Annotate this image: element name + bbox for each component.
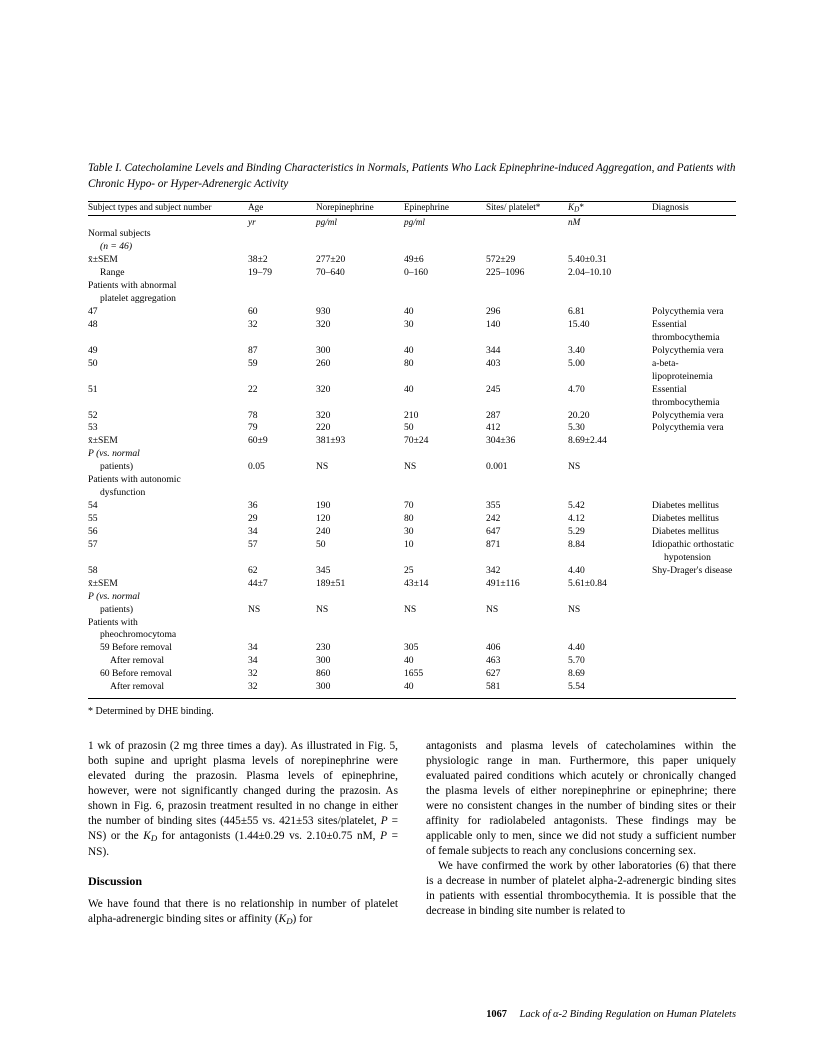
row-age: 60 — [248, 306, 258, 318]
row-ne: 189±51 — [316, 577, 346, 589]
row-age: 79 — [248, 422, 258, 434]
row-kd: 15.40 — [568, 318, 590, 330]
row-subject: platelet aggregation — [100, 293, 176, 305]
row-subject: patients) — [100, 461, 134, 473]
row-age — [248, 629, 316, 642]
row-subject: Patients with abnormal — [88, 280, 177, 292]
row-diagnosis: Shy-Drager's disease — [652, 564, 733, 576]
row-subject: After removal — [110, 655, 165, 667]
row-age: 60±9 — [248, 435, 268, 447]
row-age: 34 — [248, 642, 258, 654]
row-diagnosis: Polycythemia vera — [652, 306, 724, 318]
row-diagnosis — [652, 617, 736, 630]
row-diagnosis — [652, 435, 736, 448]
row-subject: Patients with — [88, 616, 138, 628]
table-row — [88, 629, 736, 642]
row-subject: 59 Before removal — [100, 642, 172, 654]
table-row — [88, 500, 736, 513]
row-ne: 240 — [316, 525, 331, 537]
header-sites: Sites/ platelet* — [486, 202, 541, 213]
row-subject: x̄±SEM — [88, 577, 118, 589]
row-kd — [568, 629, 652, 642]
row-ne: 320 — [316, 383, 331, 395]
row-sites: 225–1096 — [486, 267, 525, 279]
row-kd: 5.00 — [568, 357, 585, 369]
row-diagnosis: Essential thrombocythemia — [652, 318, 720, 343]
row-epi — [404, 241, 486, 254]
table-row — [88, 539, 736, 552]
units-age: yr — [248, 217, 256, 227]
row-age: 32 — [248, 318, 258, 330]
row-subject: 53 — [88, 422, 98, 434]
row-sites — [486, 293, 568, 306]
row-kd: 8.69 — [568, 668, 585, 680]
row-epi: 40 — [404, 383, 414, 395]
section-heading-discussion: Discussion — [88, 873, 143, 888]
row-kd: 8.84 — [568, 538, 585, 550]
row-sites: 304±36 — [486, 435, 516, 447]
row-kd: 4.40 — [568, 642, 585, 654]
table-row — [88, 513, 736, 526]
row-diagnosis: a-beta-lipoproteinemia — [652, 357, 713, 382]
row-sites — [486, 591, 568, 604]
header-subject: Subject types and subject number — [88, 202, 212, 213]
units-diagnosis — [652, 216, 736, 229]
table-row — [88, 552, 736, 565]
row-age: 36 — [248, 500, 258, 512]
row-diagnosis: Polycythemia vera — [652, 344, 724, 356]
units-sites — [486, 216, 568, 229]
row-ne — [316, 617, 404, 630]
row-epi — [404, 293, 486, 306]
row-sites: 140 — [486, 318, 501, 330]
header-diagnosis: Diagnosis — [652, 202, 689, 213]
left-paragraph-1: 1 wk of prazosin (2 mg three times a day). As illustrated in Fig. 5, both supine and upright plasma levels of norepinephrine were elevated during the prazosin. Plasma levels of epinephrine, however, were not significantly changed during the prazosin. As shown in Fig. 6, prazosin treatment resulted in no change in either the number of binding sites (445±55 vs. 421±53 sites/platelet, P = NS) or the $K_D$ for antagonists (1.44±0.29 vs. 2.10±0.75 nM, P = NS). — [88, 740, 399, 858]
row-ne: NS — [316, 461, 329, 473]
row-subject: 51 — [88, 383, 98, 395]
row-sites — [486, 448, 568, 461]
row-sites: 412 — [486, 422, 501, 434]
row-diagnosis — [652, 474, 736, 487]
row-sites: 871 — [486, 538, 501, 550]
row-sites: 0.001 — [486, 461, 508, 473]
row-diagnosis — [652, 241, 736, 254]
row-diagnosis — [652, 461, 736, 474]
table-row — [88, 668, 736, 681]
row-age — [248, 474, 316, 487]
row-diagnosis — [652, 681, 736, 694]
row-age — [248, 617, 316, 630]
row-subject: patients) — [100, 603, 134, 615]
catecholamine-table — [88, 201, 736, 699]
row-subject: (n = 46) — [100, 241, 133, 253]
row-diagnosis — [652, 655, 736, 668]
row-kd: NS — [568, 603, 581, 615]
table-row — [88, 578, 736, 591]
row-ne: 190 — [316, 500, 331, 512]
table-caption — [88, 160, 736, 192]
row-subject: 50 — [88, 357, 98, 369]
row-epi — [404, 552, 486, 565]
row-diagnosis — [652, 591, 736, 604]
row-sites: 344 — [486, 344, 501, 356]
row-ne — [316, 228, 404, 241]
row-subject: 58 — [88, 564, 98, 576]
row-subject: P (vs. normal — [88, 448, 140, 460]
row-epi — [404, 617, 486, 630]
row-diagnosis — [652, 578, 736, 591]
row-ne: 230 — [316, 642, 331, 654]
table-row — [88, 435, 736, 448]
row-kd — [568, 280, 652, 293]
row-diagnosis: Diabetes mellitus — [652, 513, 719, 525]
row-epi: 10 — [404, 538, 414, 550]
row-kd — [568, 474, 652, 487]
row-age — [248, 552, 316, 565]
row-sites — [486, 228, 568, 241]
row-diagnosis: hypotension — [664, 551, 711, 563]
row-subject: 55 — [88, 513, 98, 525]
row-ne: 930 — [316, 306, 331, 318]
table-row — [88, 267, 736, 280]
row-sites: 403 — [486, 357, 501, 369]
row-age: 87 — [248, 344, 258, 356]
column-left — [88, 739, 398, 927]
row-kd: NS — [568, 461, 581, 473]
row-kd — [568, 617, 652, 630]
table-footnote: * Determined by DHE binding. — [88, 706, 214, 718]
table-caption-text: Catecholamine Levels and Binding Characteristics in Normals, Patients Who Lack Epinephrine-induced Aggregation, and Patients with Chronic Hypo- or Hyper-Adrenergic Activity — [88, 162, 736, 191]
row-epi: 49±6 — [404, 254, 424, 266]
row-kd: 5.70 — [568, 655, 585, 667]
row-age: 22 — [248, 383, 258, 395]
table-row — [88, 241, 736, 254]
row-ne: 70–640 — [316, 267, 345, 279]
row-age: 34 — [248, 655, 258, 667]
row-kd: 5.29 — [568, 525, 585, 537]
row-ne: 300 — [316, 344, 331, 356]
row-age: 32 — [248, 668, 258, 680]
table-row — [88, 655, 736, 668]
page-number: 1067 — [486, 1009, 507, 1020]
row-age — [248, 280, 316, 293]
row-kd — [568, 487, 652, 500]
row-sites: NS — [486, 603, 499, 615]
row-kd — [568, 552, 652, 565]
row-ne: 320 — [316, 318, 331, 330]
row-ne: NS — [316, 603, 329, 615]
row-kd: 5.54 — [568, 681, 585, 693]
row-ne — [316, 474, 404, 487]
row-subject: Range — [100, 267, 125, 279]
row-diagnosis — [652, 629, 736, 642]
row-epi: NS — [404, 603, 417, 615]
row-subject: 56 — [88, 525, 98, 537]
table-caption-label: Table I. — [88, 162, 122, 174]
row-diagnosis — [652, 604, 736, 617]
row-age — [248, 228, 316, 241]
table-row — [88, 306, 736, 319]
row-epi: 305 — [404, 642, 419, 654]
units-subject — [88, 216, 248, 229]
row-ne: 120 — [316, 513, 331, 525]
table-row — [88, 228, 736, 241]
table-row — [88, 487, 736, 500]
row-subject: 60 Before removal — [100, 668, 172, 680]
row-ne: 300 — [316, 655, 331, 667]
row-diagnosis — [652, 448, 736, 461]
row-kd: 3.40 — [568, 344, 585, 356]
units-epinephrine: pg/ml — [404, 217, 425, 227]
row-epi: 40 — [404, 655, 414, 667]
row-sites: 463 — [486, 655, 501, 667]
table-row — [88, 384, 736, 410]
row-epi: 40 — [404, 681, 414, 693]
row-kd: 8.69±2.44 — [568, 435, 607, 447]
row-subject: 49 — [88, 344, 98, 356]
row-sites: 581 — [486, 681, 501, 693]
row-kd: 5.42 — [568, 500, 585, 512]
row-kd: 4.70 — [568, 383, 585, 395]
row-sites — [486, 617, 568, 630]
row-kd: 4.40 — [568, 564, 585, 576]
row-subject: dysfunction — [100, 487, 146, 499]
row-epi — [404, 487, 486, 500]
row-sites: 242 — [486, 513, 501, 525]
table-row — [88, 681, 736, 694]
row-kd — [568, 241, 652, 254]
row-sites: 287 — [486, 409, 501, 421]
row-subject: 48 — [88, 318, 98, 330]
row-ne — [316, 448, 404, 461]
row-age — [248, 448, 316, 461]
header-epinephrine: Epinephrine — [404, 202, 449, 213]
row-age: 62 — [248, 564, 258, 576]
row-ne — [316, 629, 404, 642]
row-sites: 355 — [486, 500, 501, 512]
header-norepinephrine: Norepinephrine — [316, 202, 374, 213]
table-row — [88, 410, 736, 423]
table-row — [88, 461, 736, 474]
row-kd: 4.12 — [568, 513, 585, 525]
row-epi — [404, 448, 486, 461]
row-age: 32 — [248, 681, 258, 693]
table-row — [88, 642, 736, 655]
row-epi: 30 — [404, 318, 414, 330]
row-diagnosis — [652, 487, 736, 500]
row-epi: 0–160 — [404, 267, 428, 279]
row-epi — [404, 280, 486, 293]
table-body — [88, 228, 736, 694]
row-ne: 260 — [316, 357, 331, 369]
row-age: 59 — [248, 357, 258, 369]
row-ne — [316, 241, 404, 254]
row-subject: 47 — [88, 306, 98, 318]
table-row — [88, 474, 736, 487]
row-subject: Patients with autonomic — [88, 474, 181, 486]
row-sites: 245 — [486, 383, 501, 395]
table-row — [88, 591, 736, 604]
right-paragraph-1: antagonists and plasma levels of catecholamines within the physiologic range in man. Furthermore, this paper uniquely evaluated paired conditions which acutely or chronically changed the plasma levels of either norepinephrine or epinephrine; there were no consistent changes in the number of binding sites or their affinity for radiolabeled antagonists. These findings may be applicable only to men, since we did not study a sufficient number of female subjects to reach any conclusions concerning sex. — [426, 740, 736, 858]
row-sites — [486, 552, 568, 565]
row-diagnosis: Diabetes mellitus — [652, 500, 719, 512]
row-sites: 491±116 — [486, 577, 520, 589]
row-subject: 54 — [88, 500, 98, 512]
row-subject: 57 — [88, 538, 98, 550]
table-row — [88, 617, 736, 630]
table-row — [88, 254, 736, 267]
row-epi: 40 — [404, 344, 414, 356]
row-ne: 300 — [316, 681, 331, 693]
row-epi: 25 — [404, 564, 414, 576]
table-row — [88, 448, 736, 461]
units-norepinephrine: pg/ml — [316, 217, 337, 227]
row-ne: 860 — [316, 668, 331, 680]
row-age: 38±2 — [248, 254, 268, 266]
row-ne: 381±93 — [316, 435, 346, 447]
row-diagnosis: Essential thrombocythemia — [652, 383, 720, 408]
row-diagnosis — [652, 254, 736, 267]
row-diagnosis — [652, 668, 736, 681]
row-ne — [316, 552, 404, 565]
row-age: 57 — [248, 538, 258, 550]
row-kd: 5.40±0.31 — [568, 254, 607, 266]
row-age: 19–79 — [248, 267, 272, 279]
row-diagnosis — [652, 228, 736, 241]
row-epi: 1655 — [404, 668, 424, 680]
table-row — [88, 280, 736, 293]
table-row — [88, 345, 736, 358]
header-kd: $K_D*$ — [568, 202, 584, 215]
left-paragraph-2: We have found that there is no relationship in number of platelet alpha-adrenergic binding sites or affinity $(K_D)$ for — [88, 897, 398, 926]
row-sites — [486, 280, 568, 293]
row-kd — [568, 591, 652, 604]
column-right — [426, 739, 736, 927]
header-age: Age — [248, 202, 264, 213]
row-diagnosis — [652, 293, 736, 306]
table-row — [88, 358, 736, 384]
row-diagnosis — [652, 267, 736, 280]
row-subject: x̄±SEM — [88, 435, 118, 447]
right-paragraph-2: We have confirmed the work by other laboratories (6) that there is a decrease in number of platelet alpha-2-adrenergic binding sites in patients with essential thrombocythemia. It is possible that the decrease in binding site number is related to — [426, 860, 736, 918]
row-ne: 345 — [316, 564, 331, 576]
row-epi — [404, 474, 486, 487]
table-header-row — [88, 202, 736, 215]
row-diagnosis: Polycythemia vera — [652, 409, 724, 421]
row-age — [248, 591, 316, 604]
table-row — [88, 293, 736, 306]
row-sites — [486, 241, 568, 254]
row-kd: 5.61±0.84 — [568, 577, 607, 589]
row-diagnosis — [652, 642, 736, 655]
row-sites — [486, 487, 568, 500]
row-ne — [316, 591, 404, 604]
table-row — [88, 422, 736, 435]
row-epi: 80 — [404, 357, 414, 369]
row-sites: 627 — [486, 668, 501, 680]
row-kd — [568, 293, 652, 306]
row-kd — [568, 228, 652, 241]
row-sites: 572±29 — [486, 254, 516, 266]
article-body — [88, 739, 736, 927]
row-diagnosis — [652, 280, 736, 293]
row-age: 29 — [248, 513, 258, 525]
row-sites: 406 — [486, 642, 501, 654]
row-epi — [404, 591, 486, 604]
row-kd: 6.81 — [568, 306, 585, 318]
row-subject: Normal subjects — [88, 228, 151, 240]
row-epi: 40 — [404, 306, 414, 318]
running-title: Lack of α-2 Binding Regulation on Human Platelets — [519, 1009, 736, 1020]
row-age — [248, 241, 316, 254]
row-kd — [568, 448, 652, 461]
row-epi: 70 — [404, 500, 414, 512]
row-epi — [404, 228, 486, 241]
page-content — [88, 160, 736, 928]
row-epi: NS — [404, 461, 417, 473]
units-kd: nM — [568, 217, 581, 227]
row-sites — [486, 474, 568, 487]
row-kd: 20.20 — [568, 409, 590, 421]
row-age: 34 — [248, 525, 258, 537]
row-diagnosis: Idiopathic orthostatic — [652, 538, 734, 550]
row-age: 44±7 — [248, 577, 268, 589]
table-row — [88, 526, 736, 539]
row-age: 0.05 — [248, 461, 265, 473]
row-sites: 342 — [486, 564, 501, 576]
row-sites: 296 — [486, 306, 501, 318]
row-age — [248, 293, 316, 306]
page-footer — [88, 1009, 736, 1020]
table-row — [88, 604, 736, 617]
row-diagnosis: Diabetes mellitus — [652, 525, 719, 537]
row-sites: 647 — [486, 525, 501, 537]
row-epi: 43±14 — [404, 577, 429, 589]
table-row — [88, 565, 736, 578]
row-kd: 5.30 — [568, 422, 585, 434]
row-epi: 70±24 — [404, 435, 429, 447]
row-ne — [316, 293, 404, 306]
row-subject: x̄±SEM — [88, 254, 118, 266]
row-ne: 50 — [316, 538, 326, 550]
row-epi: 210 — [404, 409, 419, 421]
row-kd: 2.04–10.10 — [568, 267, 612, 279]
row-subject: P (vs. normal — [88, 590, 140, 602]
row-age — [248, 487, 316, 500]
row-subject: 52 — [88, 409, 98, 421]
row-subject — [88, 552, 248, 565]
row-ne: 320 — [316, 409, 331, 421]
row-ne — [316, 280, 404, 293]
row-epi — [404, 629, 486, 642]
row-age: 78 — [248, 409, 258, 421]
row-subject: pheochromocytoma — [100, 629, 177, 641]
row-subject: After removal — [110, 681, 165, 693]
row-age: NS — [248, 603, 261, 615]
row-ne: 277±20 — [316, 254, 346, 266]
row-epi: 50 — [404, 422, 414, 434]
row-ne: 220 — [316, 422, 331, 434]
row-epi: 30 — [404, 525, 414, 537]
row-epi: 80 — [404, 513, 414, 525]
table-row — [88, 319, 736, 345]
row-ne — [316, 487, 404, 500]
row-sites — [486, 629, 568, 642]
table-units-row — [88, 216, 736, 229]
row-diagnosis: Polycythemia vera — [652, 422, 724, 434]
